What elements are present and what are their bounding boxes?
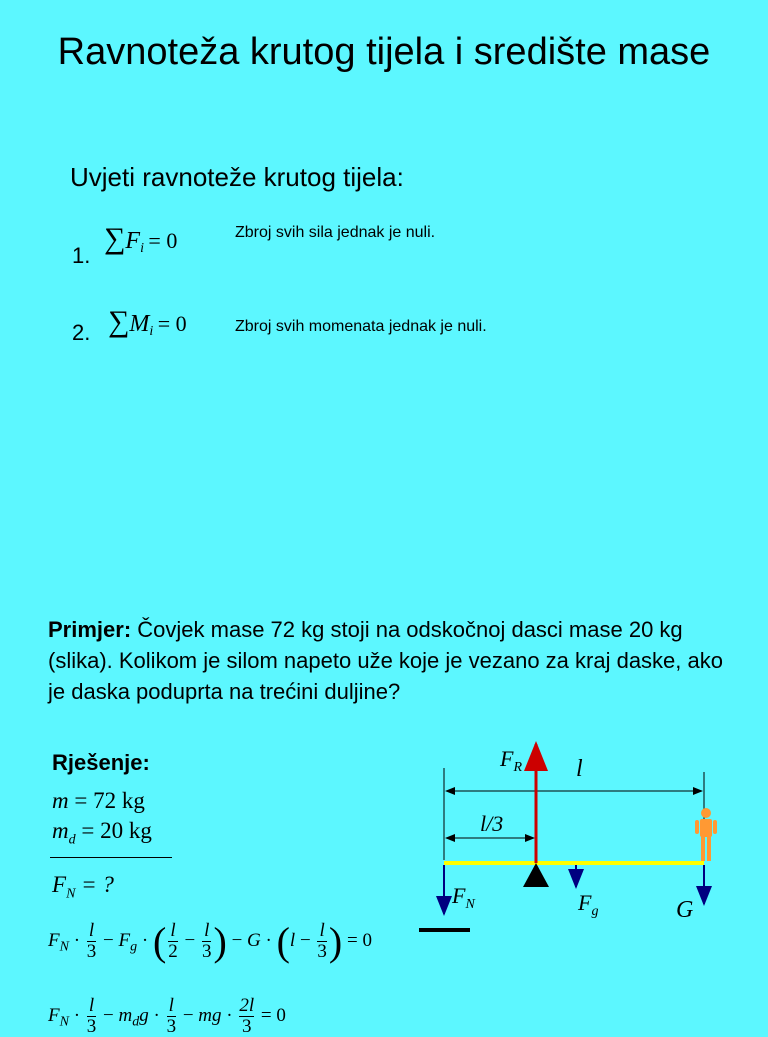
person-icon [695, 808, 717, 861]
condition-1-description: Zbroj svih sila jednak je nuli. [235, 224, 436, 241]
solution-heading: Rješenje: [52, 750, 150, 775]
given-mass-man: m = 72 kg [52, 788, 145, 813]
label-g: G [676, 897, 694, 923]
given-mass-board: $m_d = 20$ kg [52, 818, 152, 848]
moment-equation-2: $F_N$ · $\frac{l}{3}$ − $m_dg$ · $\frac{l}{3}$ − mg · $\frac{2l}{3}$ = 0 [48, 995, 286, 1037]
label-l3: l/3 [480, 811, 504, 836]
moment-equation-1: $F_N$ · $\frac{l}{3}$ − $F_g$ · ( $\frac{l}{2}$ − $\frac{l}{3}$ ) − G · (l − $\frac{l}{3}$ ) = 0 [48, 919, 372, 964]
label-l: l [576, 756, 583, 782]
example-body: Čovjek mase 72 kg stoji na odskočnoj dasci mase 20 kg (slika). Kolikom je silom napeto uže koje je vezano za kraj daske, ako je daska poduprta na trećini duljine? [48, 617, 723, 704]
condition-2-number: 2. [72, 320, 91, 345]
unknown-fn: $F_N$ = ? [52, 872, 114, 902]
condition-1-number: 1. [72, 243, 91, 268]
condition-2-formula: $\sum M_i = 0$ [108, 305, 187, 340]
label-fr: $F_R$ [500, 746, 523, 775]
example-text [48, 614, 738, 707]
given-divider [50, 857, 172, 858]
condition-2-description: Zbroj svih momenata jednak je nuli. [235, 318, 487, 335]
slide-title: Ravnoteža krutog tijela i središte mase [57, 31, 711, 73]
label-fg: $F_g$ [578, 890, 599, 919]
condition-1-formula: $\sum F_i = 0$ [104, 222, 178, 257]
subtitle: Uvjeti ravnoteže krutog tijela: [70, 162, 404, 192]
board-diagram [400, 730, 740, 950]
label-fn: $F_N$ [452, 883, 475, 912]
example-label: Primjer: [48, 617, 132, 642]
fulcrum-triangle [523, 863, 549, 887]
